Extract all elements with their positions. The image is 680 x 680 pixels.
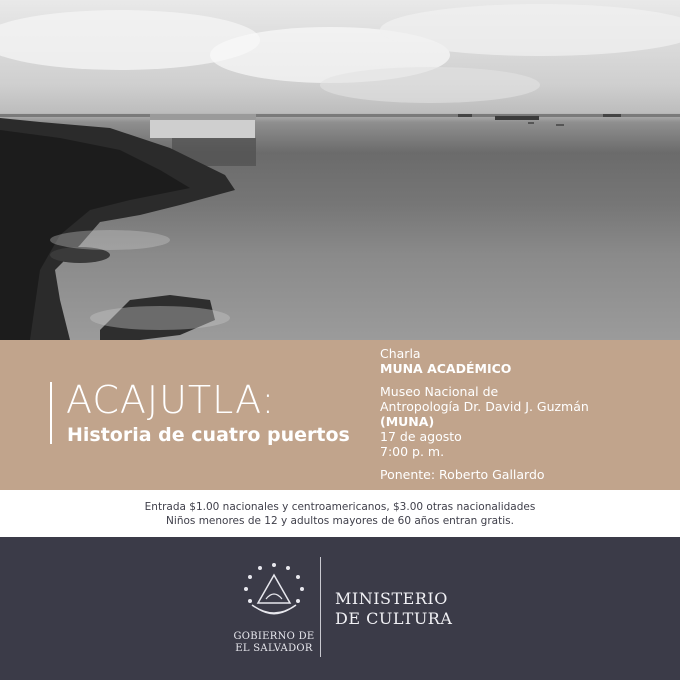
- admission-line-1: Entrada $1.00 nacionales y centroamericanos, $3.00 otras nacionalidades: [144, 501, 536, 513]
- event-subtitle: Historia de cuatro puertos: [67, 424, 350, 446]
- event-details: [380, 346, 589, 482]
- government-line-1: GOBIERNO DE: [233, 631, 315, 642]
- event-time: 7:00 p. m.: [380, 444, 445, 459]
- event-title: ACAJUTLA:: [66, 378, 276, 422]
- event-date: 17 de agosto: [380, 429, 462, 444]
- title-accent-line: [50, 382, 52, 444]
- event-type: Charla: [380, 346, 421, 361]
- venue-line-2: Antropología Dr. David J. Guzmán: [380, 399, 589, 414]
- ministry-line-1: MINISTERIO: [335, 589, 448, 608]
- venue-short: (MUNA): [380, 414, 435, 429]
- admission-note: [0, 500, 680, 528]
- event-series: MUNA ACADÉMICO: [380, 361, 512, 376]
- admission-line-2: Niños menores de 12 y adultos mayores de 60 años entran gratis.: [166, 515, 514, 527]
- ministry-label: [335, 589, 452, 629]
- government-label: [228, 631, 320, 655]
- footer: [0, 537, 680, 680]
- coat-of-arms-icon: [238, 559, 310, 627]
- government-line-2: EL SALVADOR: [235, 643, 313, 654]
- venue-line-1: Museo Nacional de: [380, 384, 499, 399]
- ministry-line-2: DE CULTURA: [335, 609, 453, 628]
- event-speaker: Ponente: Roberto Gallardo: [380, 467, 545, 482]
- footer-divider: [320, 557, 321, 657]
